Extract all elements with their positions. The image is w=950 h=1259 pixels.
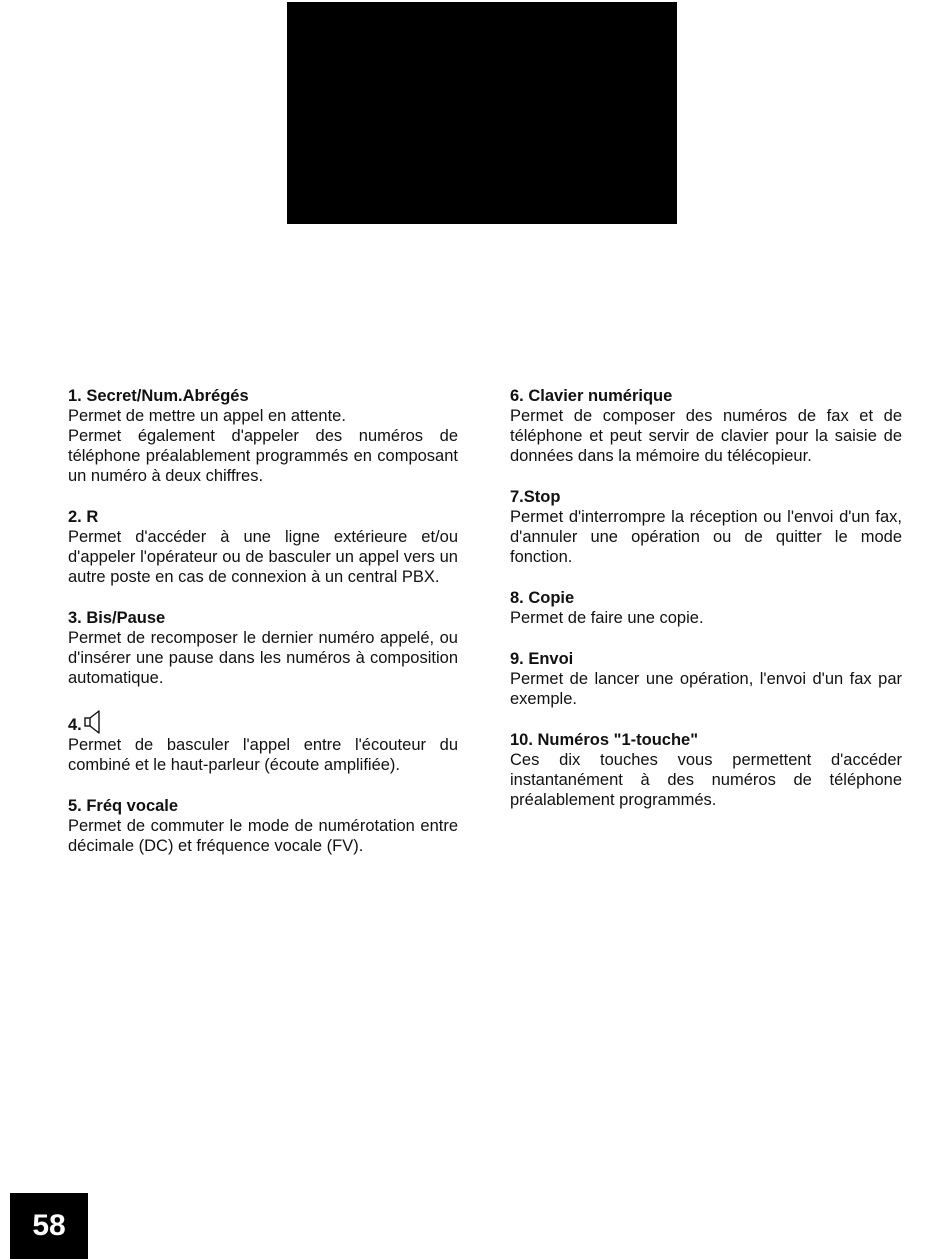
section-heading: 7.Stop	[510, 488, 561, 506]
section-heading: 1. Secret/Num.Abrégés	[68, 387, 249, 405]
section-paragraph: Permet également d'appeler des numéros de téléphone préalablement programmés en composant un numéro à deux chiffres.	[68, 427, 458, 485]
section-heading: 6. Clavier numérique	[510, 387, 673, 405]
section-paragraph: Permet de composer des numéros de fax et de téléphone et peut servir de clavier pour la saisie de données dans la mémoire du télécopieur.	[510, 407, 902, 465]
section-heading	[68, 709, 458, 735]
section-bis-pause	[68, 608, 458, 688]
section-paragraph: Ces dix touches vous permettent d'accéder instantanément à des numéros de téléphone préalablement programmés.	[510, 751, 902, 809]
section-paragraph: Permet de commuter le mode de numérotation entre décimale (DC) et fréquence vocale (FV).	[68, 817, 458, 855]
section-number: 4.	[68, 716, 82, 734]
section-speaker	[68, 709, 458, 775]
section-secret-num-abreges	[68, 386, 458, 486]
section-stop	[510, 487, 902, 567]
section-clavier-numerique	[510, 386, 902, 466]
section-heading: 3. Bis/Pause	[68, 609, 166, 627]
section-paragraph: Permet de recomposer le dernier numéro appelé, ou d'insérer une pause dans les numéros à composition automatique.	[68, 629, 458, 687]
section-heading: 2. R	[68, 508, 99, 526]
section-paragraph: Permet de faire une copie.	[510, 609, 704, 627]
left-column	[68, 386, 458, 877]
section-freq-vocale	[68, 796, 458, 856]
section-paragraph: Permet d'interrompre la réception ou l'envoi d'un fax, d'annuler une opération ou de quitter le mode fonction.	[510, 508, 902, 566]
right-column	[510, 386, 902, 831]
section-copie	[510, 588, 902, 628]
section-paragraph: Permet de lancer une opération, l'envoi d'un fax par exemple.	[510, 670, 902, 708]
section-paragraph: Permet de mettre un appel en attente.	[68, 407, 346, 425]
section-heading: 9. Envoi	[510, 650, 574, 668]
section-r	[68, 507, 458, 587]
section-paragraph: Permet d'accéder à une ligne extérieure et/ou d'appeler l'opérateur ou de basculer un appel vers un autre poste en cas de connexion à un central PBX.	[68, 528, 458, 586]
section-paragraph: Permet de basculer l'appel entre l'écouteur du combiné et le haut-parleur (écoute amplifiée).	[68, 736, 458, 774]
section-heading: 5. Fréq vocale	[68, 797, 179, 815]
section-heading: 8. Copie	[510, 589, 575, 607]
section-numeros-1-touche	[510, 730, 902, 810]
redacted-image-block	[287, 2, 677, 224]
section-heading: 10. Numéros "1-touche"	[510, 731, 699, 749]
speaker-icon	[83, 709, 105, 735]
page-number: 58	[10, 1193, 88, 1259]
section-envoi	[510, 649, 902, 709]
